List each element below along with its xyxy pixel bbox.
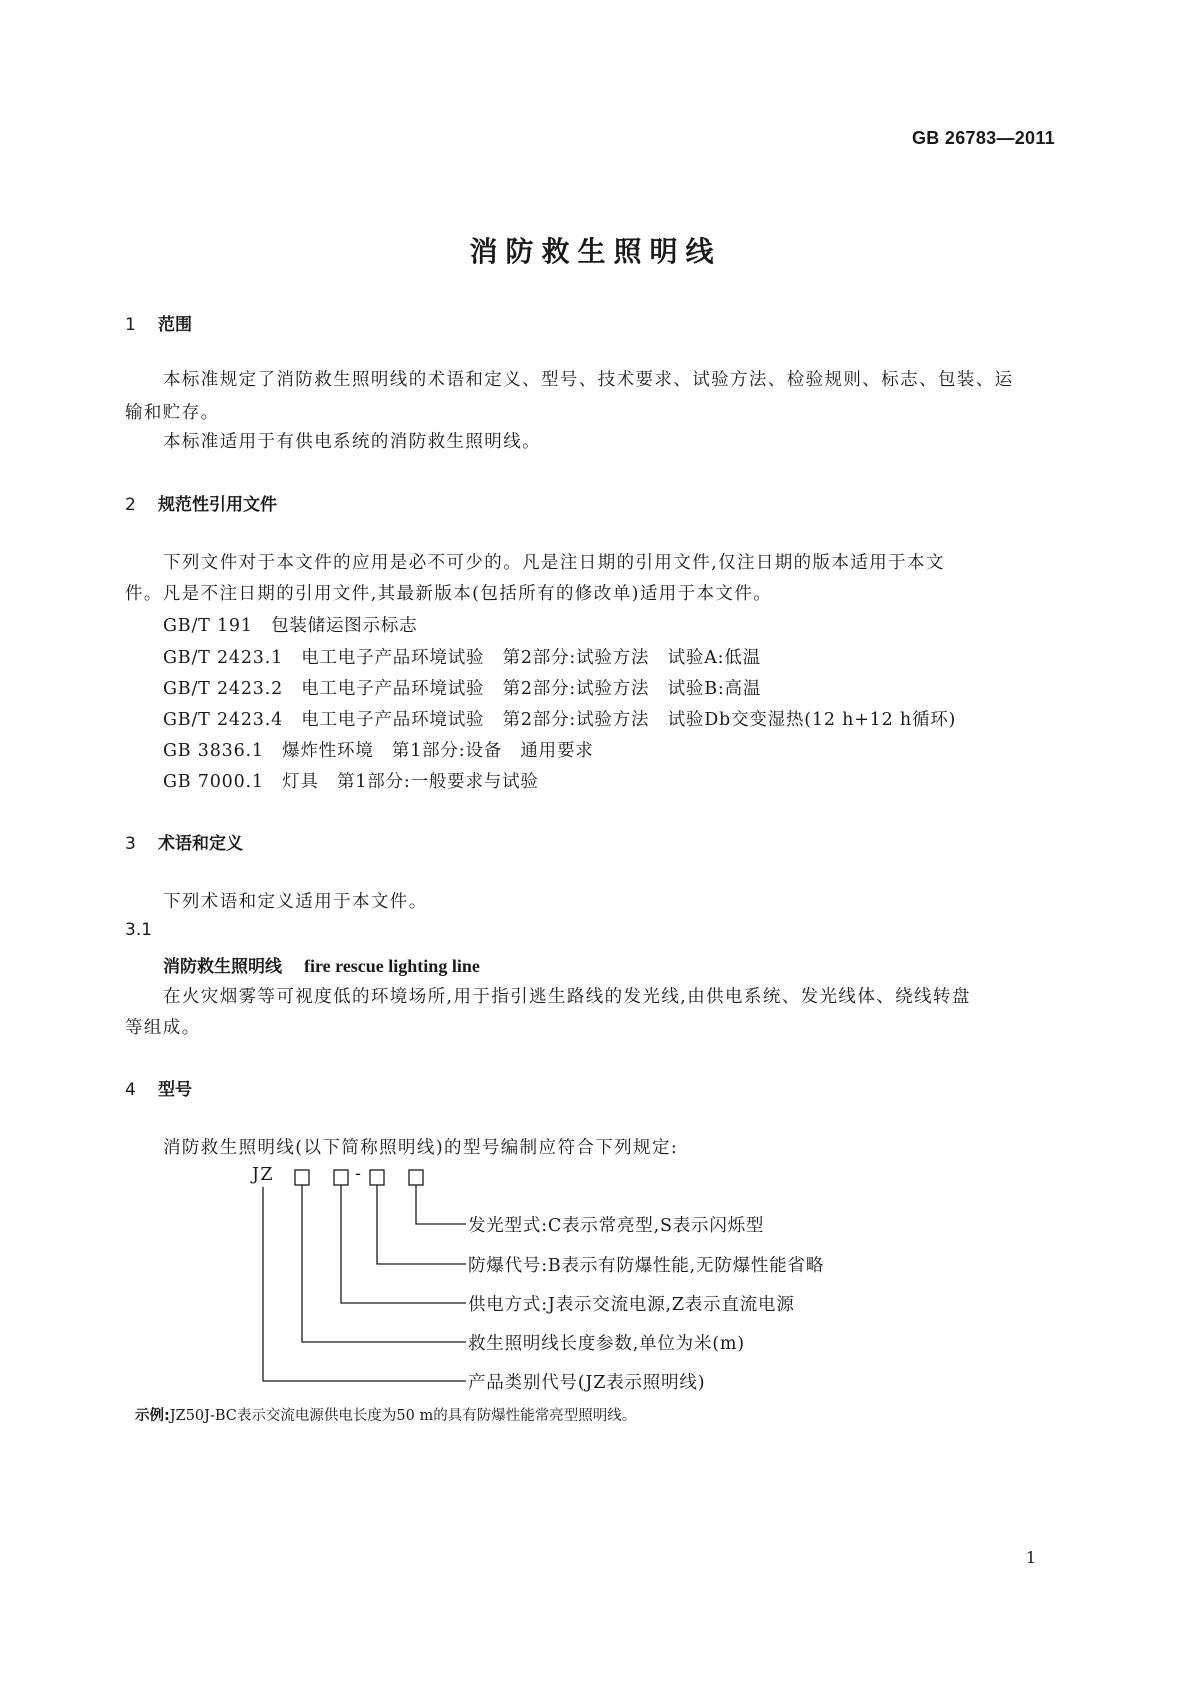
- term-definition-line-2: 等组成。: [125, 1018, 201, 1038]
- model-code-prefix: JZ: [252, 1165, 274, 1185]
- s1-paragraph-2: 本标准适用于有供电系统的消防救生照明线。: [163, 432, 541, 452]
- code-box-power: [334, 1170, 348, 1185]
- s3-intro: 下列术语和定义适用于本文件。: [163, 892, 428, 912]
- section-number: 2: [125, 495, 136, 515]
- reference-item: GB/T 191 包装储运图示标志: [163, 616, 418, 636]
- term-definition-line-1: 在火灾烟雾等可视度低的环境场所,用于指引逃生路线的发光线,由供电系统、发光线体、绕线转盘: [163, 987, 971, 1007]
- section-number: 4: [125, 1080, 136, 1100]
- section-number: 3: [125, 834, 136, 854]
- example-note: [135, 1404, 636, 1425]
- section-title: 范围: [158, 315, 192, 335]
- model-code-dash: -: [355, 1164, 363, 1184]
- reference-item: GB/T 2423.2 电工电子产品环境试验 第2部分:试验方法 试验B:高温: [163, 679, 762, 699]
- leader-line-category: [263, 1187, 466, 1381]
- diagram-label-explosion: 防爆代号:B表示有防爆性能,无防爆性能省略: [468, 1256, 825, 1276]
- example-text: JZ50J-BC表示交流电源供电长度为50 m的具有防爆性能常亮型照明线。: [169, 1408, 637, 1424]
- s4-intro: 消防救生照明线(以下简称照明线)的型号编制应符合下列规定:: [163, 1138, 679, 1158]
- reference-item: GB 3836.1 爆炸性环境 第1部分:设备 通用要求: [163, 741, 594, 761]
- code-box-light-type: [409, 1170, 423, 1185]
- term-english: fire rescue lighting line: [304, 956, 480, 976]
- leader-line-power: [341, 1185, 466, 1303]
- s2-paragraph-line-2: 件。凡是不注日期的引用文件,其最新版本(包括所有的修改单)适用于本文件。: [125, 584, 773, 604]
- s1-paragraph-1-line-2: 输和贮存。: [125, 403, 220, 423]
- leader-line-light-type: [416, 1185, 466, 1224]
- s1-paragraph-1-line-1: 本标准规定了消防救生照明线的术语和定义、型号、技术要求、试验方法、检验规则、标志、包装、运: [163, 370, 1014, 390]
- standard-number: GB 26783—2011: [911, 128, 1055, 148]
- reference-item: GB/T 2423.1 电工电子产品环境试验 第2部分:试验方法 试验A:低温: [163, 648, 761, 668]
- subsection-number: 3.1: [125, 920, 153, 940]
- section-number: 1: [125, 315, 136, 335]
- diagram-label-length: 救生照明线长度参数,单位为米(m): [468, 1334, 745, 1354]
- section-title: 术语和定义: [158, 834, 243, 854]
- reference-item: GB 7000.1 灯具 第1部分:一般要求与试验: [163, 772, 539, 792]
- page-number: 1: [1025, 1548, 1036, 1567]
- section-title: 型号: [158, 1080, 192, 1100]
- diagram-label-category: 产品类别代号(JZ表示照明线): [468, 1373, 706, 1393]
- s2-paragraph-line-1: 下列文件对于本文件的应用是必不可少的。凡是注日期的引用文件,仅注日期的版本适用于本文: [163, 553, 945, 573]
- diagram-label-power: 供电方式:J表示交流电源,Z表示直流电源: [468, 1295, 795, 1315]
- diagram-label-light-type: 发光型式:C表示常亮型,S表示闪烁型: [468, 1216, 765, 1236]
- reference-item: GB/T 2423.4 电工电子产品环境试验 第2部分:试验方法 试验Db交变湿热(12 h+12 h循环): [163, 710, 957, 730]
- document-title: 消防救生照明线: [469, 235, 722, 268]
- term-chinese: 消防救生照明线: [163, 957, 282, 977]
- code-box-explosion: [370, 1170, 384, 1185]
- example-label: 示例:: [135, 1408, 170, 1424]
- code-box-length: [295, 1170, 309, 1185]
- section-title: 规范性引用文件: [158, 495, 277, 515]
